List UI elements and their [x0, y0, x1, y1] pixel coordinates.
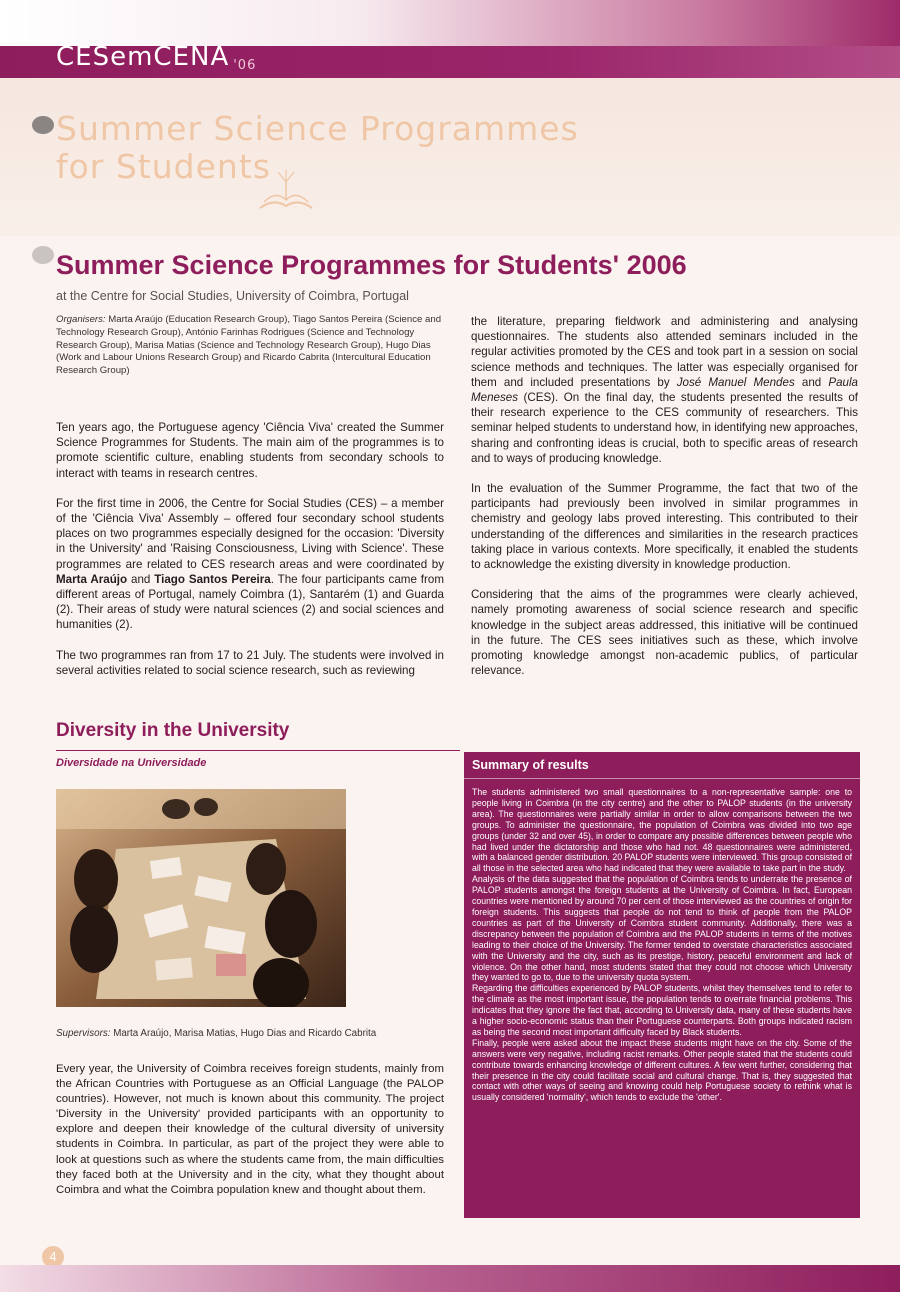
footer-band — [0, 1265, 900, 1292]
hero-title-line2: for Students — [56, 147, 271, 186]
summary-divider — [464, 778, 860, 779]
summary-paragraph: Finally, people were asked about the impact these students might have on the city. Some of the answers were very negative, including racist remarks. Other people stated that the students could contribute towards enhancing knowledge of different cultures. A few went further, considering that their presence in the city could facilitate social and cultural change. That is, they suggested that contact with other ways of seeing and knowing could help Portuguese society to rethink what is usually considered 'normality', which tends to exclude the 'other'. — [472, 1037, 852, 1103]
bullet-blob-icon — [32, 116, 54, 134]
supervisors-text: Marta Araújo, Marisa Matias, Hugo Dias and Ricardo Cabrita — [113, 1028, 377, 1039]
brand-name: CESemCENA — [56, 42, 230, 72]
hero-title-line1: Summer Science Programmes — [56, 109, 579, 148]
article-title: Summer Science Programmes for Students' 2006 — [56, 250, 687, 280]
paragraph: Ten years ago, the Portuguese agency 'Ciência Viva' created the Summer Science Programmes for Students. The main aim of the programmes is to promote scientific culture, enabling students from secondary schools to interact with teams in research centres. — [56, 421, 444, 480]
section-divider — [56, 750, 460, 751]
summary-title: Summary of results — [472, 758, 589, 772]
presenter-name: Paula Meneses — [471, 375, 858, 405]
summary-text — [472, 787, 852, 1103]
summary-box — [464, 752, 860, 1218]
paragraph: Every year, the University of Coimbra receives foreign students, mainly from the African Countries with Portuguese as an Official Language (the PALOP countries). However, not much is known about this community. The project 'Diversity in the University' provided participants with an opportunity to explore and deepen their knowledge of the cultural diversity of university students in Coimbra. In particular, as part of the project they were able to look at questions such as where the students came from, the main difficulties they faced both at the University and in the city, what they thought about Coimbra and what the Coimbra population knew and thought about them. — [56, 1063, 444, 1196]
section-title: Diversity in the University — [56, 720, 290, 741]
presenter-name: José Manuel Mendes — [676, 375, 795, 389]
summary-paragraph: Analysis of the data suggested that the population of Coimbra tends to underrate the presence of PALOP students amongst the foreign students at the University of Coimbra. In fact, European countries were mentioned by around 70 per cent of those interviewed as the countries of origin for foreign students. This suggests that people do not tend to think of people from the PALOP countries as part of the University of Coimbra student community. Additionally, there was a discrepancy between the population of Coimbra and the PALOP students in terms of the motives leading to their choice of the University. The former tended to overstate characteristics associated with the University and the city, such as its prestige, history, peaceful environment and lack of violence. On the other hand, most students stated that they could not choose which University they wanted to go to, due to the university quota system. — [472, 874, 852, 983]
organisers-text: Marta Araújo (Education Research Group), Tiago Santos Pereira (Science and Technology Research Group), António Farinhas Rodrigues (Science and Technology Research Group), Marisa Matias (Science and Technology Research Group), Hugo Dias (Work and Labour Unions Research Group) and Ricardo Cabrita (Intercultural Education Research Group) — [56, 314, 442, 377]
summary-paragraph: Regarding the difficulties experienced by PALOP students, whilst they themselves tend to refer to the climate as the most important issue, the population tends to overrate financial problems. This indicates that they ignore the fact that, according to University data, many of these students have a higher socio-economic status than their Portuguese counterparts. Both groups indicated racism as being the second most important difficulty faced by Black students. — [472, 983, 852, 1037]
open-book-icon — [256, 168, 316, 218]
organisers-label: Organisers: — [56, 314, 106, 325]
paragraph: For the first time in 2006, the Centre for Social Studies (CES) – a member of the 'Ciência Viva' Assembly – offered four secondary school students places on two programmes especially designed for the occasion: 'Diversity in the University' and 'Raising Consciousness, Living with Science'. These programmes are related to CES research areas and were coordinated by Marta Araújo and Tiago Santos Pereira. The four participants came from different areas of Portugal, namely Coimbra (1), Santarém (1) and Guarda (2). Their areas of study were natural sciences (2) and social sciences and humanities (2). — [56, 496, 444, 632]
supervisors — [56, 1028, 376, 1039]
paragraph: In the evaluation of the Summer Programme, the fact that two of the participants had previously been involved in similar programmes in chemistry and geology labs proved interesting. This contributed to their understanding of the differences and similarities in the research practices taking place in various contexts. More specifically, it enabled the students to acknowledge the existing diversity in knowledge production. — [471, 482, 858, 572]
diversity-body — [56, 1062, 444, 1213]
summary-paragraph: The students administered two small questionnaires to a non-representative sample: one to people living in Coimbra (in the city centre) and the other to PALOP students (in the university area). The questionnaires were partially similar in order to allow comparisons between the two groups. To administer the questionnaire, the population of Coimbra was divided into two age groups (under 32 and over 45), in order to compare any possible differences between people who had lived under the dictatorship and those who had not. 48 questionnaires were administered, with a balanced gender distribution. 20 PALOP students were interviewed. This group consisted of all those in the selected area who had indicated that they were available to take part in the study. — [472, 787, 852, 874]
hero-title — [56, 110, 676, 186]
paragraph: Considering that the aims of the programmes were clearly achieved, namely promoting awareness of social science research and specific knowledge in the subject areas addressed, this initiative will be continued in the future. The CES sees initiatives such as these, which involve promoting knowledge amongst non-academic publics, of particular relevance. — [471, 588, 858, 678]
section-subtitle: Diversidade na Universidade — [56, 757, 207, 769]
brand-edition: '06 — [233, 58, 257, 73]
organisers — [56, 314, 446, 378]
coordinator-name: Marta Araújo — [56, 572, 128, 586]
bullet-blob-icon — [32, 246, 54, 264]
paragraph: the literature, preparing fieldwork and administering and analysing questionnaires. The students also attended seminars included in the regular activities promoted by the CES and took part in a session on social science methods and techniques. The latter was especially organised for them and included presentations by José Manuel Mendes and Paula Meneses (CES). On the final day, the students presented the results of their research experience to the CES community of researchers. This seminar helped students to understand how, in identifying new approaches, sharing and confronting ideas is crucial, both to specific areas of research and to ways of producing knowledge. — [471, 315, 858, 465]
supervisors-label: Supervisors: — [56, 1028, 111, 1039]
paragraph: The two programmes ran from 17 to 21 July. The students were involved in several activities related to social science research, such as reviewing — [56, 648, 444, 677]
page-number: 4 — [42, 1246, 64, 1268]
article-subtitle: at the Centre for Social Studies, University of Coimbra, Portugal — [56, 289, 409, 303]
coordinator-name: Tiago Santos Pereira — [154, 572, 271, 586]
article-column-2 — [471, 314, 858, 693]
brand-logo — [56, 42, 256, 73]
article-column-1 — [56, 420, 444, 693]
students-photo — [56, 789, 346, 1007]
